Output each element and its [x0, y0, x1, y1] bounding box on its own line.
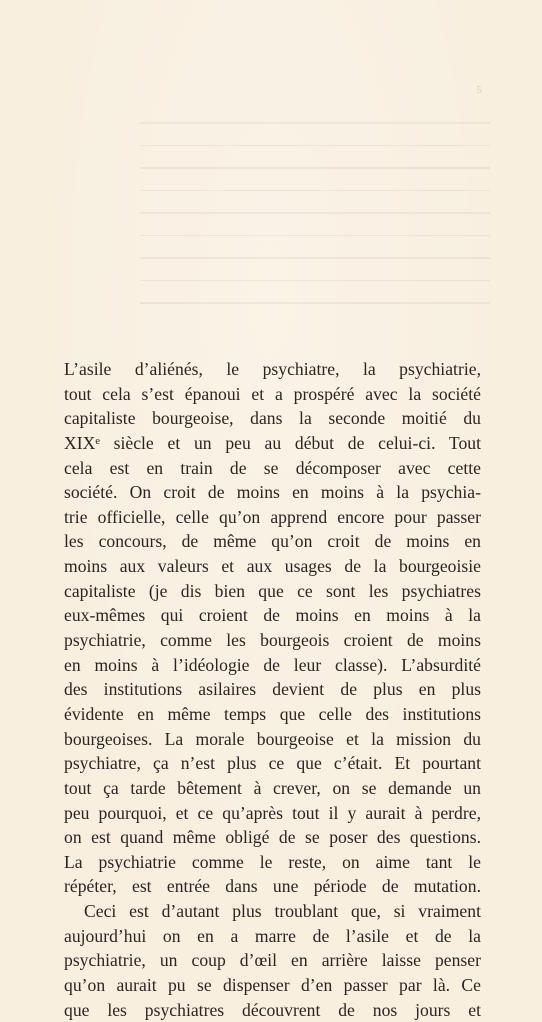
- text-line-1: L’asile d’aliénés, le psychiatre, la psychiatrie,: [64, 359, 481, 379]
- text-line-24: aujourd’hui on en a marre de l’asile et de la: [64, 925, 481, 946]
- text-line-6: société. On croit de moins en moins à la psychia-: [64, 482, 481, 503]
- text-line-21: La psychiatrie comme le reste, on aime tant le: [64, 851, 481, 872]
- body-text: [64, 357, 481, 1022]
- text-line-19: peu pourquoi, et ce qu’après tout il y aurait à perdre,: [64, 802, 481, 823]
- text-line-12: psychiatrie, comme les bourgeois croient de moins: [64, 630, 481, 651]
- text-line-17: psychiatre, ça n’est plus ce que c’était. Et pourtant: [64, 753, 481, 774]
- text-line-8: les concours, de même qu’on croit de moins en: [64, 531, 481, 552]
- text-line-2: tout cela s’est épanoui et a prospéré avec la société: [64, 383, 481, 404]
- text-line-14: des institutions asilaires devient de plus en plus: [64, 679, 481, 700]
- text-line-27: que les psychiatres découvrent de nos jours et: [64, 999, 481, 1020]
- text-line-10: capitaliste (je dis bien que ce sont les psychiatres: [64, 580, 481, 601]
- text-line-25: psychiatrie, un coup d’œil en arrière laisse penser: [64, 950, 481, 971]
- text-line-9: moins aux valeurs et aux usages de la bourgeoisie: [64, 556, 481, 577]
- text-line-16: bourgeoises. La morale bourgeoise et la mission du: [64, 728, 481, 749]
- text-line-5: cela est en train de se décomposer avec cette: [64, 457, 481, 478]
- page-mark: 5: [476, 84, 482, 96]
- text-line-23: Ceci est d’autant plus troublant que, si vraiment: [84, 901, 481, 922]
- text-line-26: qu’on aurait pu se dispenser d’en passer par là. Ce: [64, 975, 481, 996]
- show-through-text: [140, 122, 490, 332]
- text-line-7: trie officielle, celle qu’on apprend encore pour passer: [64, 506, 481, 527]
- text-line-13: en moins à l’idéologie de leur classe). L’absurdité: [64, 654, 481, 675]
- text-line-22: répéter, est entrée dans une période de mutation.: [64, 876, 481, 897]
- text-line-15: évidente en même temps que celle des institutions: [64, 703, 481, 724]
- text-line-18: tout ça tarde bêtement à crever, on se demande un: [64, 777, 481, 798]
- text-line-20: on est quand même obligé de se poser des questions.: [64, 827, 481, 848]
- text-line-11: eux-mêmes qui croient de moins en moins à la: [64, 605, 481, 626]
- text-line-3: capitaliste bourgeoise, dans la seconde moitié du: [64, 408, 481, 429]
- text-line-4: XIXᵉ siècle et un peu au début de celui-ci. Tout: [64, 432, 481, 453]
